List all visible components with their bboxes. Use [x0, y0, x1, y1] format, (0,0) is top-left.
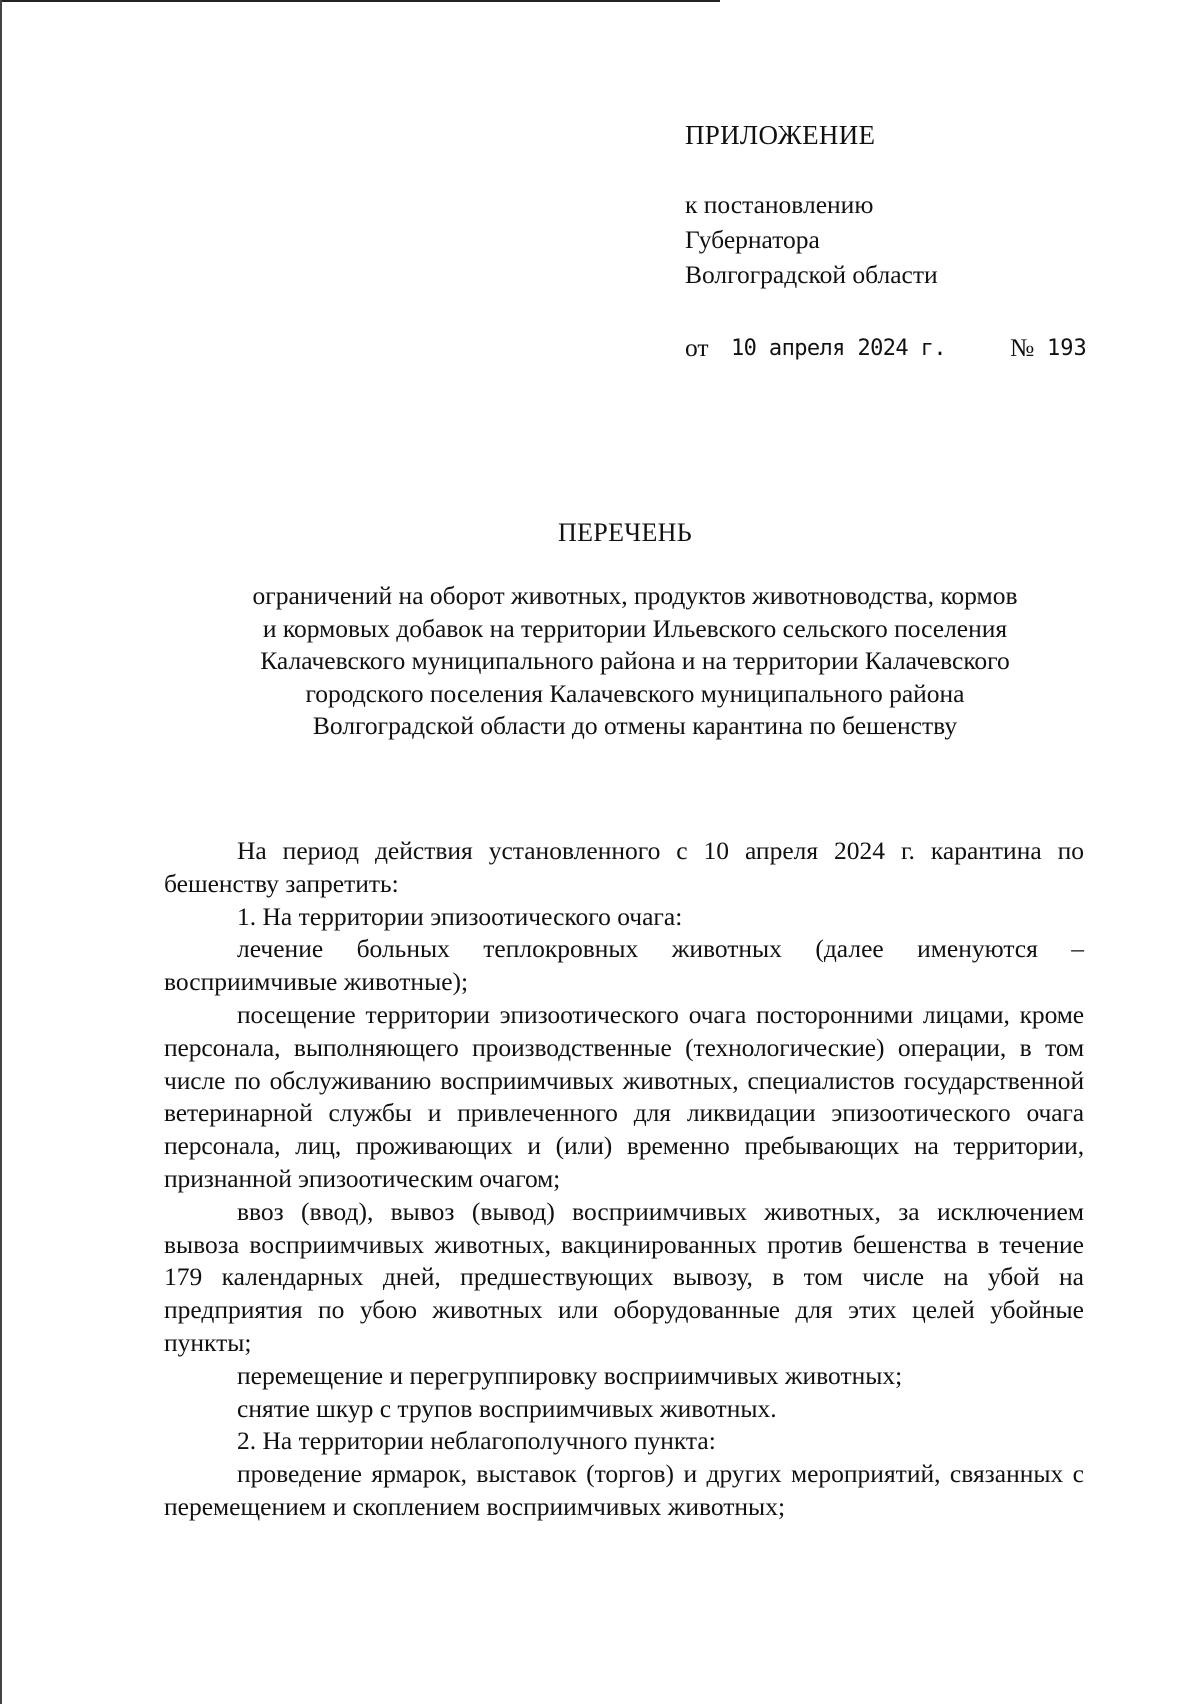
recipient-line: к постановлению	[685, 190, 874, 219]
appendix-recipient	[685, 187, 1145, 292]
subtitle-line: Калачевского муниципального района и на территории Калачевского	[260, 646, 1010, 676]
appendix-title: ПРИЛОЖЕНИЕ	[685, 120, 876, 150]
date-prefix: от	[685, 333, 709, 362]
section-heading: 2. На территории неблагополучного пункта:	[237, 1426, 716, 1456]
appendix-header	[685, 118, 1145, 366]
subtitle-line: ограничений на оборот животных, продуктов животноводства, кормов	[252, 581, 1018, 610]
document-body	[164, 835, 1084, 1524]
number-sign: №	[1010, 333, 1035, 362]
body-paragraph: ввоз (ввод), вывоз (вывод) восприимчивых животных, за исключением вывоза восприимчивых животных, вакцинированных против бешенства в течение 179 календарных дней, предшествующих вывозу, в том числе на убой на предприятия по убою животных или оборудованные для этих целей убойные пункты;	[164, 1196, 1084, 1357]
body-paragraph: проведение ярмарок, выставок (торгов) и других мероприятий, связанных с перемещением и скоплением восприимчивых животных;	[164, 1459, 1084, 1521]
body-paragraph: лечение больных теплокровных животных (далее именуются – восприимчивые животные);	[164, 934, 1084, 997]
scan-edge-left	[0, 0, 2, 1704]
body-paragraph: На период действия установленного с 10 апреля 2024 г. карантина по бешенству запретить:	[164, 836, 1084, 898]
body-paragraph: снятие шкур с трупов восприимчивых животных.	[237, 1393, 777, 1423]
document-title: ПЕРЕЧЕНЬ	[558, 518, 692, 547]
body-paragraph: посещение территории эпизоотического очага посторонними лицами, кроме персонала, выполняющего производственные (технологические) операции, в том числе по обслуживанию восприимчивых животных, специалистов государственной ветеринарной службы и привлеченного для ликвидации эпизоотического очага персонала, лиц, проживающих и (или) временно пребывающих на территории, признанной эпизоотическим очагом;	[164, 999, 1084, 1193]
subtitle-line: Волгоградской области до отмены карантина по бешенству	[312, 711, 958, 741]
decree-date-line	[685, 330, 1145, 366]
scan-edge-top	[0, 0, 720, 2]
recipient-line: Волгоградской области	[685, 260, 938, 289]
recipient-line: Губернатора	[685, 225, 820, 254]
subtitle-line: городского поселения Калачевского муниципального района	[305, 678, 965, 708]
document-subtitle	[140, 580, 1130, 743]
section-heading: 1. На территории эпизоотического очага:	[237, 901, 683, 931]
decree-number: 193	[1047, 336, 1087, 361]
decree-date: 10 апреля 2024 г.	[731, 336, 946, 361]
subtitle-line: и кормовых добавок на территории Ильевского сельского поселения	[262, 613, 1008, 643]
body-paragraph: перемещение и перегруппировку восприимчивых животных;	[237, 1360, 903, 1390]
